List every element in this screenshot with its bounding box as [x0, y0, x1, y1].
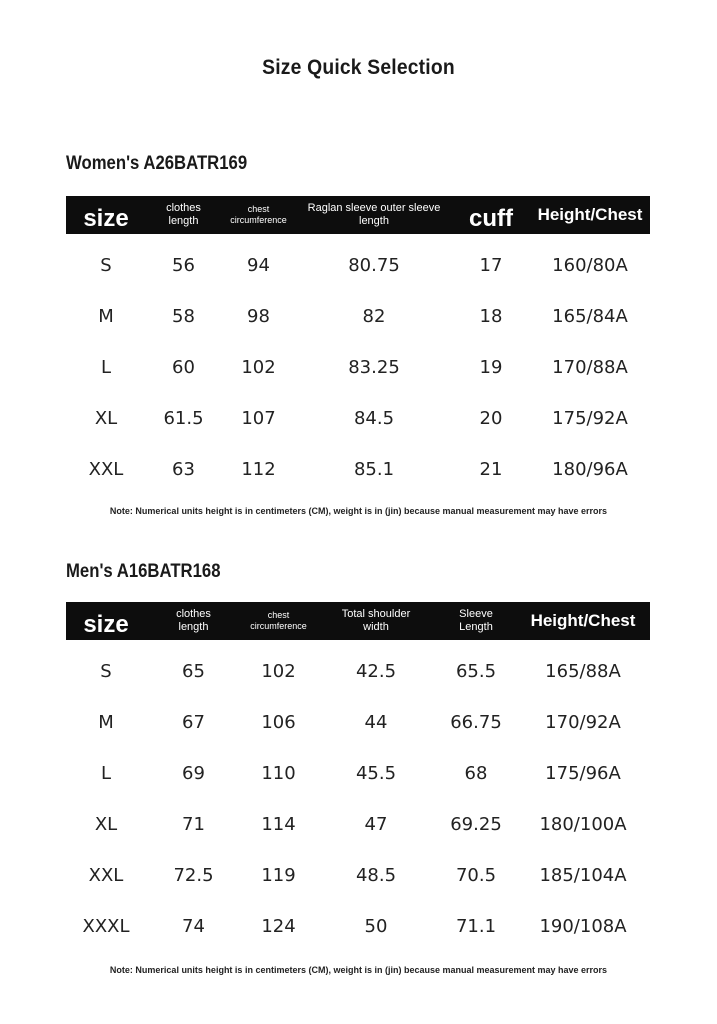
- men-table-header: [66, 602, 650, 640]
- women-header-cell: cuff: [469, 204, 513, 232]
- table-cell: 112: [241, 458, 276, 480]
- table-cell: 71.1: [455, 915, 497, 937]
- table-cell: 58: [172, 305, 195, 327]
- men-header-cell: Sleeve Length: [459, 607, 493, 633]
- table-cell: 69.25: [450, 813, 502, 835]
- table-cell: 106: [261, 711, 296, 733]
- table-cell: 65: [182, 660, 205, 682]
- table-cell: 160/80A: [552, 254, 628, 276]
- table-cell: 83.25: [348, 356, 400, 378]
- table-cell: 18: [479, 305, 503, 327]
- table-cell: 47: [364, 813, 388, 835]
- table-cell: 114: [261, 813, 296, 835]
- women-section-title: Women's A26BATR169: [66, 153, 248, 174]
- women-table-header: [66, 196, 650, 234]
- table-cell: 110: [261, 762, 296, 784]
- table-cell: 45.5: [355, 762, 397, 784]
- table-cell: 65.5: [455, 660, 497, 682]
- page-title: Size Quick Selection: [262, 56, 455, 79]
- table-row: [66, 352, 650, 382]
- men-header-cell: clothes length: [176, 607, 211, 633]
- table-row: [66, 454, 650, 484]
- women-measurement-note: Note: Numerical units height is in centimeters (CM), weight is in (jin) because manual measurement may have errors: [109, 506, 608, 516]
- women-header-cell: size: [83, 204, 129, 232]
- table-cell: 70.5: [455, 864, 497, 886]
- table-cell: 94: [247, 254, 270, 276]
- table-cell: 44: [364, 711, 388, 733]
- table-cell: 48.5: [355, 864, 397, 886]
- table-cell: 124: [261, 915, 296, 937]
- table-cell: 69: [182, 762, 205, 784]
- table-cell: 185/104A: [539, 864, 627, 886]
- table-cell: 180/100A: [539, 813, 627, 835]
- men-header-cell: chest circumference: [250, 610, 307, 631]
- table-cell: 80.75: [348, 254, 400, 276]
- table-cell: 175/92A: [552, 407, 628, 429]
- table-cell: 63: [172, 458, 195, 480]
- women-header-cell: chest circumference: [230, 204, 287, 225]
- table-cell: 50: [364, 915, 388, 937]
- table-cell: XL: [94, 407, 118, 429]
- table-cell: S: [100, 660, 112, 682]
- table-cell: 71: [182, 813, 205, 835]
- table-cell: 180/96A: [552, 458, 628, 480]
- table-cell: 61.5: [163, 407, 204, 429]
- table-cell: M: [98, 711, 114, 733]
- table-cell: 85.1: [353, 458, 395, 480]
- table-cell: XXXL: [82, 915, 130, 937]
- table-cell: XXL: [88, 864, 124, 886]
- table-cell: 74: [182, 915, 205, 937]
- table-cell: 119: [261, 864, 296, 886]
- table-row: [66, 809, 650, 839]
- men-measurement-note: Note: Numerical units height is in centimeters (CM), weight is in (jin) because manual measurement may have errors: [109, 965, 608, 975]
- table-cell: 42.5: [355, 660, 397, 682]
- table-cell: 21: [479, 458, 503, 480]
- table-cell: L: [100, 356, 112, 378]
- table-cell: 170/88A: [552, 356, 628, 378]
- table-row: [66, 250, 650, 280]
- table-cell: 20: [479, 407, 503, 429]
- table-cell: 165/84A: [552, 305, 628, 327]
- table-cell: 98: [247, 305, 270, 327]
- table-cell: XXL: [88, 458, 124, 480]
- table-cell: 82: [362, 305, 386, 327]
- table-cell: 19: [479, 356, 503, 378]
- table-row: [66, 758, 650, 788]
- table-cell: 175/96A: [545, 762, 621, 784]
- table-cell: 107: [241, 407, 276, 429]
- table-cell: M: [98, 305, 114, 327]
- table-cell: 102: [261, 660, 296, 682]
- table-row: [66, 860, 650, 890]
- table-row: [66, 707, 650, 737]
- table-cell: 170/92A: [545, 711, 621, 733]
- table-cell: S: [100, 254, 112, 276]
- table-row: [66, 911, 650, 941]
- table-cell: 165/88A: [545, 660, 621, 682]
- table-cell: 56: [172, 254, 195, 276]
- table-cell: XL: [94, 813, 118, 835]
- table-row: [66, 301, 650, 331]
- women-header-cell: Raglan sleeve outer sleeve length: [307, 201, 441, 227]
- table-row: [66, 403, 650, 433]
- table-cell: 66.75: [450, 711, 502, 733]
- men-header-cell: Total shoulder width: [341, 607, 411, 633]
- table-cell: 68: [464, 762, 488, 784]
- table-cell: 72.5: [173, 864, 214, 886]
- men-header-cell: Height/Chest: [530, 610, 636, 630]
- table-cell: 67: [182, 711, 205, 733]
- women-header-cell: Height/Chest: [537, 204, 643, 224]
- table-cell: 102: [241, 356, 276, 378]
- table-cell: 190/108A: [539, 915, 627, 937]
- women-header-cell: clothes length: [166, 201, 201, 227]
- men-header-cell: size: [83, 610, 129, 638]
- table-cell: 17: [479, 254, 503, 276]
- table-row: [66, 656, 650, 686]
- table-cell: 84.5: [353, 407, 395, 429]
- table-cell: L: [100, 762, 112, 784]
- table-cell: 60: [172, 356, 195, 378]
- men-section-title: Men's A16BATR168: [66, 561, 221, 582]
